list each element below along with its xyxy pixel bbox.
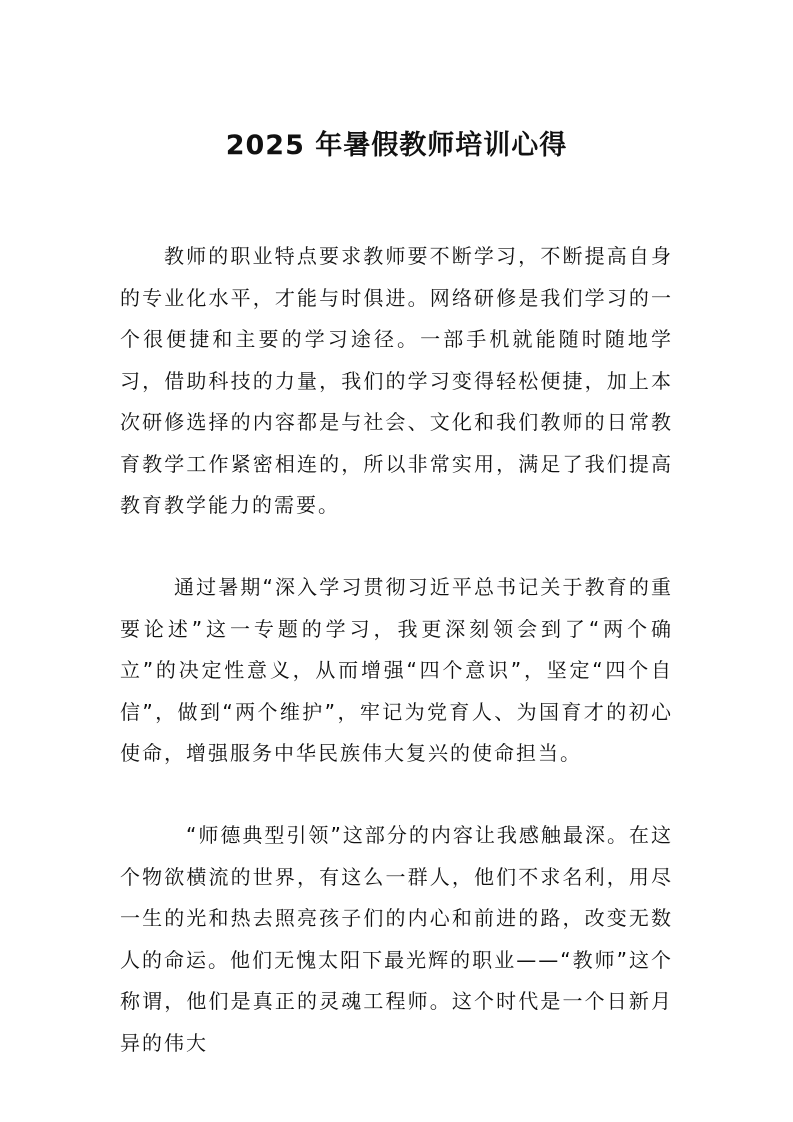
document-title: 2025 年暑假教师培训心得 bbox=[225, 130, 568, 161]
paragraph-1: 教师的职业特点要求教师要不断学习，不断提高自身的专业化水平，才能与时俱进。网络研修是我们学习的一个很便捷和主要的学习途径。一部手机就能随时随地学习，借助科技的力量，我们的学习变得轻松便捷，加上本次研修选择的内容都是与社会、文化和我们教师的日常教育教学工作紧密相连的，所以非常实用，满足了我们提高教育教学能力的需要。 bbox=[120, 244, 673, 517]
paragraph-2: 通过暑期“深入学习贯彻习近平总书记关于教育的重要论述”这一专题的学习，我更深刻领会到了“两个确立”的决定性意义，从而增强“四个意识”，坚定“四个自信”，做到“两个维护”，牢记为党育人、为国育才的初心使命，增强服务中华民族伟大复兴的使命担当。 bbox=[120, 575, 673, 765]
paragraph-3: “师德典型引领”这部分的内容让我感触最深。在这个物欲横流的世界，有这么一群人，他们不求名利，用尽一生的光和热去照亮孩子们的内心和前进的路，改变无数人的命运。他们无愧太阳下最光辉的职业——“教师”这个称谓，他们是真正的灵魂工程师。这个时代是一个日新月异的伟大 bbox=[120, 823, 673, 1055]
